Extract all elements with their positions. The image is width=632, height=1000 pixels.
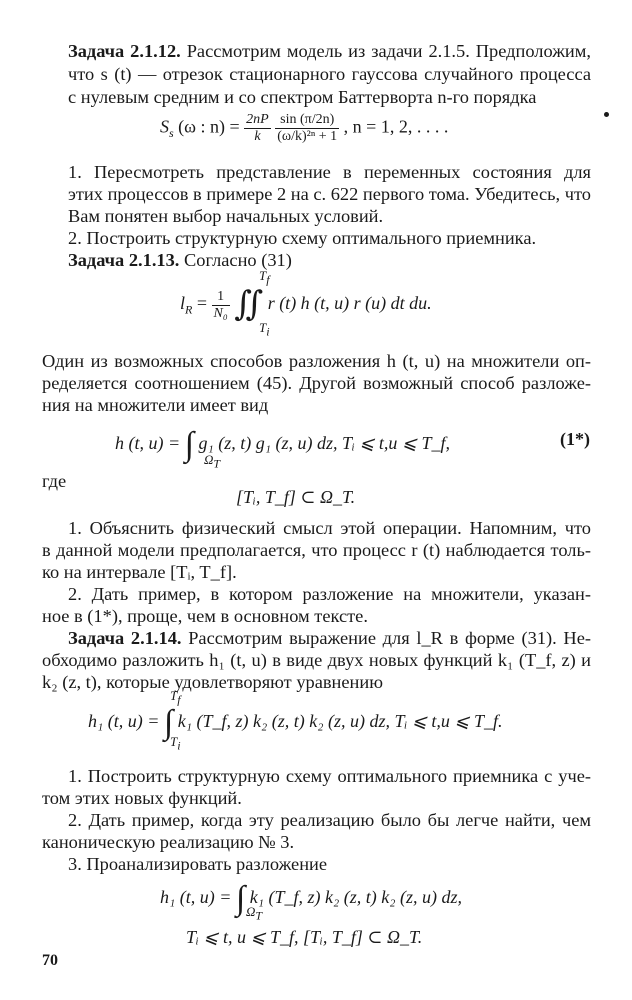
eq2-lhs: l <box>180 293 186 314</box>
eq5-lower-sub: i <box>177 738 181 753</box>
text: Рассмотрим модель из задачи 2.1.5. Предположим, <box>186 41 592 61</box>
problem-2-1-14-line-1 <box>68 627 591 649</box>
eq3-lower-sub: T <box>213 456 221 471</box>
eq2-eq: = <box>192 293 212 314</box>
eq2-upper-limit <box>259 268 270 288</box>
eq5-upper-limit <box>170 688 181 708</box>
problem-2-1-14-item-2-line-2: каноническую реализацию № 3. <box>42 832 295 852</box>
problem-2-1-13-item-2-line-1: 2. Дать пример, в котором разложение на множители, указан- <box>68 584 591 604</box>
where-label: где <box>42 471 67 491</box>
equation-interval-conditions: Tᵢ ⩽ t, u ⩽ T_f, [Tᵢ, T_f] ⊂ Ω_T. <box>186 927 423 947</box>
equation-tag-1star: (1*) <box>560 429 590 449</box>
eq2-upper: T <box>259 268 267 283</box>
problem-2-1-13-line-1 <box>68 249 591 271</box>
eq3-lhs: h (t, u) = <box>115 433 185 454</box>
eq2-lower-sub: i <box>266 324 270 339</box>
ink-dot <box>604 112 609 117</box>
eq3-body: g₁ (z, t) g₁ (z, u) dz, Tᵢ ⩽ t,u ⩽ T_f, <box>198 433 451 454</box>
equation-h1-omega <box>160 882 462 916</box>
eq1-f1-den: k <box>254 129 261 144</box>
problem-2-1-13-item-2-line-2: ное в (1*), проще, чем в основном тексте. <box>42 606 368 626</box>
eq1-lhs: S <box>160 116 169 137</box>
integral-sign: ∫ <box>163 704 174 741</box>
problem-2-1-12-item-1-line-2: этих процессов в примере 2 на с. 622 первого тома. Убедитесь, что <box>68 184 591 204</box>
problem-2-1-13-text-line-3: ния на множители имеет вид <box>42 395 269 415</box>
double-integral-sign: ∬ <box>234 286 264 323</box>
eq2-num: 1 <box>212 289 230 306</box>
eq1-fraction-2 <box>275 112 339 145</box>
equation-h1-decomposition <box>88 706 503 740</box>
eq5-upper: T <box>170 688 178 703</box>
problem-2-1-12-line-3: с нулевым средним и со спектром Баттерворта n-го порядка <box>68 87 537 107</box>
eq5-body: k₁ (T_f, z) k₂ (z, t) k₂ (z, u) dz, Tᵢ ⩽ t,u ⩽ T_f. <box>177 711 503 732</box>
eq2-upper-sub: f <box>266 272 270 287</box>
problem-2-1-13-item-1-line-3: ко на интервале [Tᵢ, T_f]. <box>42 562 237 582</box>
eq1-fraction-1 <box>244 112 271 145</box>
eq5-lower-limit <box>170 734 181 754</box>
integral-sign: ∫ <box>235 880 246 917</box>
eq3-lower: Ω <box>204 452 214 467</box>
problem-2-1-14-item-1-line-1: 1. Построить структурную схему оптимального приемника с уче- <box>68 766 591 786</box>
eq1-f1-num: 2nP <box>246 112 269 127</box>
eq2-lower: T <box>259 320 267 335</box>
eq2-lhs-sub: R <box>185 302 193 317</box>
eq6-lower-limit <box>246 904 262 924</box>
equation-butterworth-spectrum <box>160 112 448 145</box>
problem-2-1-12-item-2: 2. Построить структурную схему оптимального приемника. <box>68 228 537 248</box>
eq2-lower-limit <box>259 320 270 340</box>
problem-2-1-12-item-1-line-1: 1. Пересмотреть представление в переменных состояния для <box>68 162 591 182</box>
eq1-lhs-sub: s <box>169 126 174 141</box>
eq1-f2-num: sin (π/2n) <box>275 112 339 129</box>
problem-2-1-14-item-3: 3. Проанализировать разложение <box>68 854 328 874</box>
problem-2-1-13-item-1-line-2: в данной модели предполагается, что процесс r (t) наблюдается толь- <box>42 540 591 560</box>
eq6-body: k₁ (T_f, z) k₂ (z, t) k₂ (z, u) dz, <box>249 887 462 908</box>
eq6-lhs: h₁ (t, u) = <box>160 887 236 908</box>
integral-sign: ∫ <box>184 426 194 463</box>
problem-2-1-12-line-1 <box>68 40 591 62</box>
problem-2-1-14-title: Задача 2.1.14. <box>68 628 182 648</box>
problem-2-1-12-title: Задача 2.1.12. <box>68 41 181 61</box>
problem-2-1-13-title: Задача 2.1.13. <box>68 250 180 270</box>
problem-2-1-13-text-line-2: ределяется соотношением (45). Другой возможный способ разложе- <box>42 373 591 393</box>
eq5-lower: T <box>170 734 178 749</box>
problem-2-1-13-text-line-1: Один из возможных способов разложения h (t, u) на множители оп- <box>42 351 591 371</box>
text: Согласно (31) <box>184 250 292 270</box>
problem-2-1-12-line-2: что s (t) — отрезок стационарного гауссова случайного процесса <box>68 64 591 84</box>
eq6-lower-sub: T <box>255 908 263 923</box>
eq2-fraction <box>212 289 230 322</box>
eq5-upper-sub: f <box>177 692 181 707</box>
problem-2-1-14-item-1-line-2: том этих новых функций. <box>42 788 242 808</box>
problem-2-1-14-line-3: k₂ (z, t), которые удовлетворяют уравнению <box>42 672 383 692</box>
eq5-lhs: h₁ (t, u) = <box>88 711 164 732</box>
problem-2-1-14-line-2: обходимо разложить h₁ (t, u) в виде двух новых функций k₁ (T_f, z) и <box>42 650 591 670</box>
text: Рассмотрим выражение для l_R в форме (31). Не- <box>188 628 591 648</box>
eq1-rhs: , n = 1, 2, . . . . <box>343 116 449 137</box>
eq3-lower-limit <box>204 452 220 472</box>
equation-lR <box>180 288 432 322</box>
eq1-f2-den: (ω/k)²ⁿ + 1 <box>277 129 338 144</box>
page-number: 70 <box>42 952 58 969</box>
problem-2-1-13-item-1-line-1: 1. Объяснить физический смысл этой операции. Напомним, что <box>68 518 591 538</box>
equation-interval-subset: [Tᵢ, T_f] ⊂ Ω_T. <box>236 487 356 507</box>
problem-2-1-14-item-2-line-1: 2. Дать пример, когда эту реализацию было бы легче найти, чем <box>68 810 591 830</box>
eq2-den: N₀ <box>213 305 228 321</box>
eq2-body: r (t) h (t, u) r (u) dt du. <box>267 293 432 314</box>
eq6-lower: Ω <box>246 904 256 919</box>
problem-2-1-12-item-1-line-3: Вам понятен выбор начальных условий. <box>68 206 384 226</box>
eq1-arg: (ω : n) = <box>178 116 240 137</box>
equation-h-factorization <box>115 428 450 462</box>
